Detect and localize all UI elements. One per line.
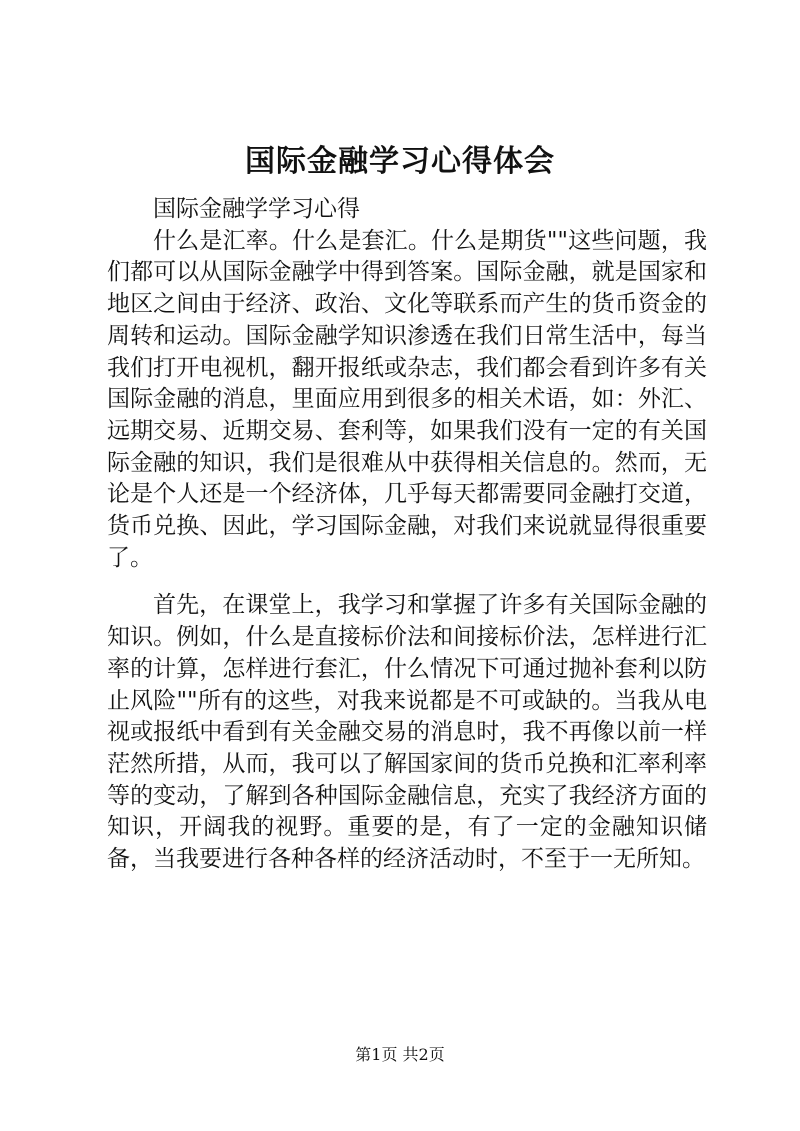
document-title: 国际金融学习心得体会: [245, 144, 555, 179]
page-number-footer: 第1页 共2页: [355, 1045, 445, 1064]
document-body: [107, 194, 707, 876]
paragraph-2: 首先，在课堂上，我学习和掌握了许多有关国际金融的知识。例如，什么是直接标价法和间接标价法，怎样进行汇率的计算，怎样进行套汇，什么情况下可通过抛补套利以防止风险""所有的这些，对我来说都是不可或缺的。当我从电视或报纸中看到有关金融交易的消息时，我不再像以前一样茫然所措，从而，我可以了解国家间的货币兑换和汇率利率等的变动，了解到各种国际金融信息，充实了我经济方面的知识，开阔我的视野。重要的是，有了一定的金融知识储备，当我要进行各种各样的经济活动时，不至于一无所知。: [107, 592, 707, 873]
document-subtitle: 国际金融学学习心得: [153, 196, 360, 222]
paragraph-1: 什么是汇率。什么是套汇。什么是期货""这些问题，我们都可以从国际金融学中得到答案。国际金融，就是国家和地区之间由于经济、政治、文化等联系而产生的货币资金的周转和运动。国际金融学知识渗透在我们日常生活中，每当我们打开电视机，翻开报纸或杂志，我们都会看到许多有关国际金融的消息，里面应用到很多的相关术语，如：外汇、远期交易、近期交易、套利等，如果我们没有一定的有关国际金融的知识，我们是很难从中获得相关信息的。然而，无论是个人还是一个经济体，几乎每天都需要同金融打交道，货币兑换、因此，学习国际金融，对我们来说就显得很重要了。: [107, 227, 707, 571]
